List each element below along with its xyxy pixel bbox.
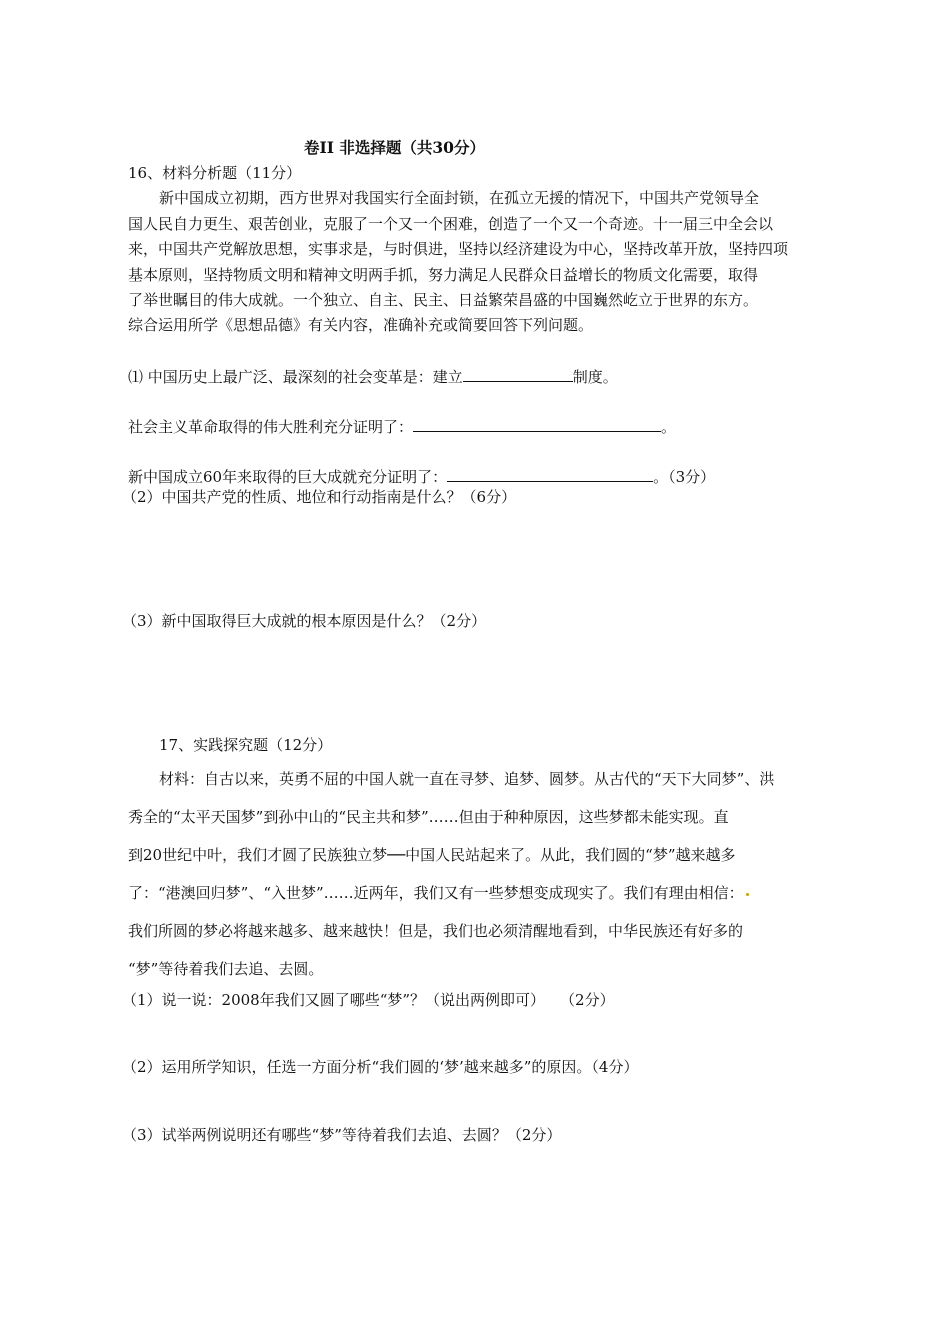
q16-part1-line1-prefix: ⑴ 中国历史上最广泛、最深刻的社会变革是：建立 bbox=[128, 368, 463, 386]
section-title: 卷II 非选择题（共30分） bbox=[304, 138, 485, 157]
q17-material-line: 我们所圆的梦必将越来越多、越来越快！但是，我们也必须清醒地看到，中华民族还有好多的 bbox=[128, 922, 744, 940]
q16-material-line: 基本原则，坚持物质文明和精神文明两手抓，努力满足人民群众日益增长的物质文化需要，取得 bbox=[128, 266, 759, 284]
q16-material-line: 来，中国共产党解放思想，实事求是，与时俱进，坚持以经济建设为中心，坚持改革开放，坚持四项 bbox=[128, 240, 789, 258]
q17-material-line bbox=[128, 886, 749, 901]
q16-part1-line2-suffix: 。 bbox=[661, 418, 677, 436]
q17-heading: 17、实践探究题（12分） bbox=[159, 736, 333, 754]
answer-blank-3[interactable] bbox=[447, 466, 653, 482]
q16-part1-line1-suffix: 制度。 bbox=[572, 368, 618, 386]
q16-part1-line1 bbox=[128, 366, 618, 385]
q16-part1-line3 bbox=[128, 466, 715, 485]
q16-part1-line2 bbox=[128, 416, 676, 435]
answer-blank-2[interactable] bbox=[413, 416, 661, 432]
q16-material-line: 国人民自力更生、艰苦创业，克服了一个又一个困难，创造了一个又一个奇迹。十一届三中全会以 bbox=[128, 215, 774, 233]
q16-part1-line3-prefix: 新中国成立60年来取得的巨大成就充分证明了： bbox=[128, 468, 448, 486]
q17-part3-question: （3）试举两例说明还有哪些“梦”等待着我们去追、去圆？（2分） bbox=[122, 1126, 562, 1144]
q17-material-line-text: 了：“港澳回归梦”、“入世梦”……近两年，我们又有一些梦想变成现实了。我们有理由相信： bbox=[128, 884, 744, 902]
answer-blank-1[interactable] bbox=[463, 366, 573, 382]
q16-material-line: 新中国成立初期，西方世界对我国实行全面封锁，在孤立无援的情况下，中国共产党领导全 bbox=[159, 189, 760, 207]
q17-part1-question: （1）说一说：2008年我们又圆了哪些“梦”？（说出两例即可） （2分） bbox=[122, 991, 615, 1009]
q17-part2-question: （2）运用所学知识，任选一方面分析“我们圆的‘梦’越来越多”的原因。（4分） bbox=[122, 1058, 639, 1076]
q17-material-line: “梦”等待着我们去追、去圆。 bbox=[128, 960, 324, 978]
q17-material-line: 秀全的“太平天国梦”到孙中山的“民主共和梦”……但由于种种原因，这些梦都未能实现。直 bbox=[128, 808, 729, 826]
q17-material-line: 材料：自古以来，英勇不屈的中国人就一直在寻梦、追梦、圆梦。从古代的“天下大同梦”、洪 bbox=[159, 770, 775, 788]
q16-material-line: 了举世瞩目的伟大成就。一个独立、自主、民主、日益繁荣昌盛的中国巍然屹立于世界的东方。 bbox=[128, 291, 759, 309]
ink-dot bbox=[746, 893, 749, 896]
q16-part1-line2-prefix: 社会主义革命取得的伟大胜利充分证明了： bbox=[128, 418, 414, 436]
q16-material-line: 综合运用所学《思想品德》有关内容，准确补充或简要回答下列问题。 bbox=[128, 316, 594, 334]
q16-part3-question: （3）新中国取得巨大成就的根本原因是什么？（2分） bbox=[122, 612, 487, 630]
q16-part1-line3-suffix: 。（3分） bbox=[653, 468, 716, 486]
q17-material-line: 到20世纪中叶，我们才圆了民族独立梦──中国人民站起来了。从此，我们圆的“梦”越来越多 bbox=[128, 846, 736, 864]
q16-heading: 16、材料分析题（11分） bbox=[128, 164, 302, 182]
q16-part2-question: （2）中国共产党的性质、地位和行动指南是什么？（6分） bbox=[122, 488, 517, 506]
